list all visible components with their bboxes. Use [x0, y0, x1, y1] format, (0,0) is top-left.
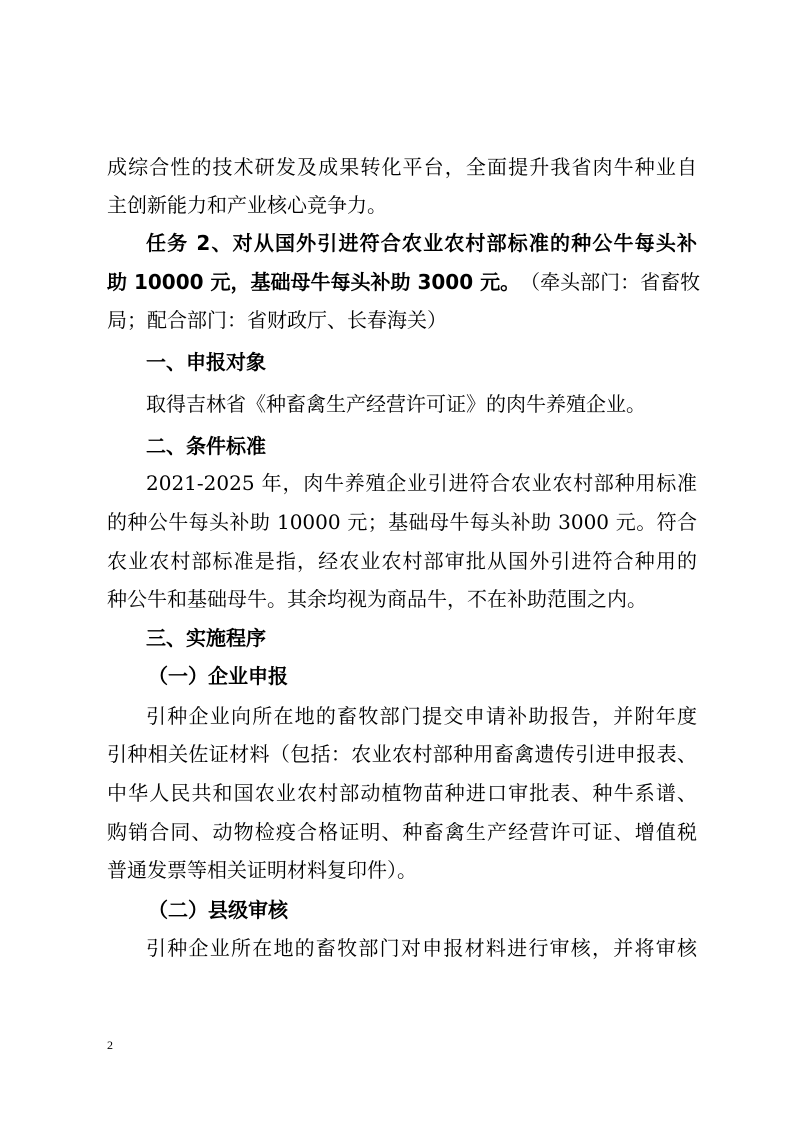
paragraph-line: 2021-2025 年，肉牛养殖企业引进符合农业农村部种用标准 [146, 471, 697, 495]
paragraph-line: 普通发票等相关证明材料复印件）。 [107, 858, 417, 882]
task-heading-line: 任务 2、对从国外引进符合农业农村部标准的种公牛每头补 [146, 231, 697, 255]
task-heading-line-2 [107, 268, 701, 296]
paragraph-line: 农业农村部标准是指，经农业农村部审批从国外引进符合种用的 [107, 549, 697, 573]
section-heading-procedure: 三、实施程序 [146, 626, 266, 650]
lead-department-text: （牵头部门：省畜牧 [530, 270, 701, 294]
paragraph-line: 的种公牛每头补助 10000 元；基础母牛每头补助 3000 元。符合 [107, 510, 697, 534]
department-line: 局；配合部门：省财政厅、长春海关） [107, 308, 447, 332]
paragraph-line: 种公牛和基础母牛。其余均视为商品牛，不在补助范围之内。 [107, 587, 647, 611]
section-heading-criteria: 二、条件标准 [146, 434, 266, 458]
paragraph-line: 购销合同、动物检疫合格证明、种畜禽生产经营许可证、增值税 [107, 820, 697, 844]
section-heading-applicants: 一、申报对象 [146, 350, 266, 374]
subsection-heading-enterprise: （一）企业申报 [148, 664, 288, 688]
paragraph-line: 主创新能力和产业核心竞争力。 [107, 193, 387, 217]
paragraph-line: 中华人民共和国农业农村部动植物苗种进口审批表、种牛系谱、 [107, 781, 697, 805]
subsection-heading-county-review: （二）县级审核 [148, 898, 288, 922]
task-subsidy-text: 助 10000 元，基础母牛每头补助 3000 元。 [107, 270, 521, 294]
paragraph-line: 引种企业所在地的畜牧部门对申报材料进行审核，并将审核 [146, 936, 697, 960]
paragraph-line: 引种相关佐证材料（包括：农业农村部种用畜禽遗传引进申报表、 [107, 742, 697, 766]
page-number: 2 [107, 1038, 113, 1052]
paragraph-line: 取得吉林省《种畜禽生产经营许可证》的肉牛养殖企业。 [146, 392, 646, 416]
paragraph-line: 引种企业向所在地的畜牧部门提交申请补助报告，并附年度 [146, 704, 697, 728]
paragraph-line: 成综合性的技术研发及成果转化平台，全面提升我省肉牛种业自 [107, 155, 697, 179]
